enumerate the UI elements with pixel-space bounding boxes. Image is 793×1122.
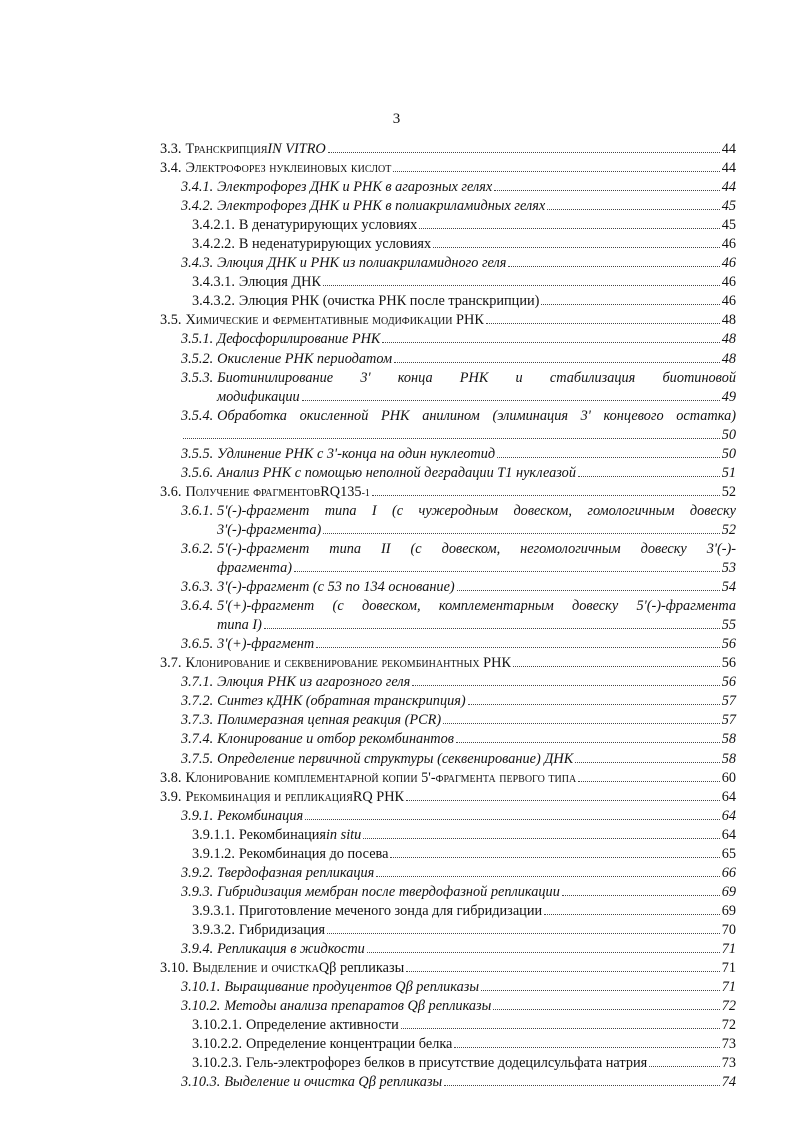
- toc-entry-title: Приготовление меченого зонда для гибридизации: [238, 902, 543, 919]
- toc-entry-title: Транскрипция: [185, 141, 268, 157]
- dot-leader: [294, 571, 720, 572]
- toc-entry-line: [181, 540, 736, 559]
- toc-entry[interactable]: [160, 483, 736, 502]
- toc-entry-page: 54: [721, 579, 736, 596]
- toc-entry[interactable]: [160, 292, 736, 311]
- dot-leader: [406, 971, 719, 972]
- toc-entry-page: 64: [721, 826, 736, 843]
- toc-entry-title: Клонирование комплементарной копии 5'-фрагмента первого типа: [185, 769, 577, 786]
- toc-entry-page: 50: [721, 426, 736, 443]
- toc-entry-number: 3.5.2.: [181, 350, 214, 367]
- toc-entry-page: 46: [721, 255, 736, 272]
- toc-entry-page: 55: [721, 617, 736, 634]
- toc-entry-title: 5'(+)-фрагмент (с довеском, комплементарным довеску 5'(-)-фрагмента: [217, 598, 736, 615]
- toc-entry-number: 3.4.3.: [181, 255, 214, 272]
- toc-entry[interactable]: [160, 140, 736, 159]
- toc-entry-page: 46: [721, 236, 736, 253]
- dot-leader: [183, 438, 720, 439]
- toc-entry-number: 3.9.3.: [181, 883, 214, 900]
- toc-entry-page: 56: [721, 636, 736, 653]
- toc-entry[interactable]: [160, 940, 736, 959]
- toc-entry[interactable]: [160, 1054, 736, 1073]
- toc-entry-title: Методы анализа препаратов Qβ репликазы: [224, 998, 492, 1015]
- toc-entry-number: 3.4.3.1.: [192, 274, 235, 291]
- toc-entry-page: 71: [721, 960, 736, 977]
- toc-entry[interactable]: [160, 273, 736, 292]
- toc-entry-title-subscript: -1: [361, 487, 370, 499]
- dot-leader: [513, 666, 720, 667]
- dot-leader: [305, 819, 720, 820]
- toc-entry-title: Определение активности: [246, 1017, 399, 1034]
- toc-entry-title: Гибридизация: [238, 921, 326, 938]
- toc-entry-title: Выращивание продуцентов Qβ репликазы: [224, 979, 480, 996]
- toc-entry-page: 50: [721, 445, 736, 462]
- toc-entry-title: Рекомбинация до посева: [238, 845, 389, 862]
- toc-entry[interactable]: [160, 997, 736, 1016]
- toc-entry-page: 69: [721, 883, 736, 900]
- toc-entry[interactable]: [160, 1016, 736, 1035]
- table-of-contents: [160, 140, 736, 1092]
- toc-entry-page: 48: [721, 331, 736, 348]
- dot-leader: [394, 362, 720, 363]
- toc-entry[interactable]: [160, 216, 736, 235]
- toc-entry-title-plain: RQ135: [320, 483, 362, 500]
- dot-leader: [327, 933, 720, 934]
- toc-entry-page: 72: [721, 1017, 736, 1034]
- toc-entry[interactable]: [160, 692, 736, 711]
- toc-entry-title: Дефосфорилирование РНК: [217, 331, 381, 348]
- toc-entry-number: 3.10.1.: [181, 979, 221, 996]
- toc-entry-page: 64: [721, 807, 736, 824]
- toc-entry-number: 3.9.2.: [181, 864, 214, 881]
- toc-entry[interactable]: [160, 635, 736, 654]
- toc-entry-title: Рекомбинация и репликация: [185, 788, 353, 805]
- toc-entry-title: Удлинение РНК с 3'-конца на один нуклеотид: [217, 445, 496, 462]
- toc-entry-page: 48: [721, 312, 736, 329]
- toc-entry-number: 3.9.1.: [181, 807, 214, 824]
- toc-entry-page: 70: [721, 921, 736, 938]
- dot-leader: [444, 1085, 719, 1086]
- toc-entry[interactable]: [160, 845, 736, 864]
- toc-entry-page: 58: [721, 731, 736, 748]
- toc-entry-title: Клонирование и отбор рекомбинантов: [217, 731, 454, 748]
- toc-entry-number: 3.6.2.: [181, 540, 214, 557]
- toc-entry-page: 44: [721, 141, 736, 157]
- dot-leader: [323, 285, 720, 286]
- toc-entry-number: 3.10.: [160, 960, 189, 977]
- toc-entry-title: Элюция ДНК: [238, 274, 322, 291]
- toc-entry-continuation: [181, 521, 736, 540]
- toc-entry-title: Полимеразная цепная реакция (PCR): [217, 712, 442, 729]
- toc-entry-title: Синтез кДНК (обратная транскрипция): [217, 693, 466, 710]
- toc-entry-title: Гель-электрофорез белков в присутствие додецилсульфата натрия: [246, 1055, 648, 1072]
- toc-entry-page: 56: [721, 674, 736, 691]
- toc-entry-page: 56: [721, 655, 736, 672]
- toc-entry-title: Определение концентрации белка: [246, 1036, 453, 1053]
- dot-leader: [541, 304, 719, 305]
- toc-entry-page: 65: [721, 845, 736, 862]
- toc-entry-page: 74: [721, 1074, 736, 1091]
- toc-entry-number: 3.6.3.: [181, 579, 214, 596]
- toc-entry[interactable]: [160, 959, 736, 978]
- toc-entry[interactable]: [160, 883, 736, 902]
- toc-entry-title: В денатурирующих условиях: [238, 217, 418, 234]
- toc-entry-title: Элюция РНК (очистка РНК после транскрипции): [238, 293, 540, 310]
- dot-leader: [649, 1066, 719, 1067]
- toc-entry-page: 53: [721, 560, 736, 577]
- toc-entry[interactable]: [160, 197, 736, 216]
- toc-entry-title: Выделение и очистка: [192, 960, 319, 977]
- toc-entry-continuation: [181, 559, 736, 578]
- toc-entry-number: 3.4.3.2.: [192, 293, 235, 310]
- toc-entry-number: 3.9.: [160, 788, 182, 805]
- toc-entry[interactable]: [160, 464, 736, 483]
- toc-entry-line: [181, 369, 736, 388]
- toc-entry-number: 3.9.4.: [181, 940, 214, 957]
- toc-entry-number: 3.6.1.: [181, 502, 214, 519]
- dot-leader: [302, 400, 720, 401]
- toc-entry-page: 49: [721, 388, 736, 405]
- toc-entry-title: Электрофорез нуклеиновых кислот: [185, 160, 392, 177]
- toc-entry-title: Химические и ферментативные модификации РНК: [185, 312, 484, 329]
- toc-entry-number: 3.10.3.: [181, 1074, 221, 1091]
- toc-entry-title: Рекомбинация: [238, 826, 326, 843]
- dot-leader: [328, 152, 720, 153]
- dot-leader: [382, 342, 719, 343]
- toc-entry-title: Анализ РНК с помощью неполной деградации Т1 нуклеазой: [217, 464, 576, 481]
- toc-entry-page: 45: [721, 217, 736, 234]
- toc-entry-number: 3.9.1.1.: [192, 826, 235, 843]
- dot-leader: [376, 876, 719, 877]
- toc-entry[interactable]: [160, 788, 736, 807]
- toc-entry[interactable]: [160, 235, 736, 254]
- toc-entry-number: 3.10.2.3.: [192, 1055, 243, 1072]
- toc-entry-number: 3.7.2.: [181, 693, 214, 710]
- toc-entry-number: 3.7.4.: [181, 731, 214, 748]
- toc-entry[interactable]: [160, 711, 736, 730]
- toc-entry-number: 3.9.3.2.: [192, 921, 235, 938]
- toc-entry-title: Обработка окисленной РНК анилином (элиминация 3' концевого остатка): [217, 407, 736, 424]
- toc-entry-page: 66: [721, 864, 736, 881]
- toc-entry-title: Элюция ДНК и РНК из полиакриламидного геля: [217, 255, 507, 272]
- toc-entry[interactable]: [160, 1073, 736, 1092]
- dot-leader: [393, 171, 719, 172]
- toc-entry[interactable]: [160, 578, 736, 597]
- toc-entry-number: 3.10.2.: [181, 998, 221, 1015]
- toc-entry-title-continued: фрагмента): [217, 560, 292, 577]
- toc-entry[interactable]: [160, 350, 736, 369]
- toc-entry[interactable]: [160, 864, 736, 883]
- toc-entry-number: 3.4.2.2.: [192, 236, 235, 253]
- toc-entry-page: 44: [721, 160, 736, 177]
- toc-entry-number: 3.9.3.1.: [192, 902, 235, 919]
- toc-entry-title: 5'(-)-фрагмент типа I (с чужеродным довеском, гомологичным довеску: [217, 502, 736, 519]
- dot-leader: [372, 495, 720, 496]
- toc-entry-page: 57: [721, 693, 736, 710]
- toc-entry-page: 58: [721, 750, 736, 767]
- toc-entry-title-plain: Qβ репликазы: [318, 960, 405, 977]
- toc-entry-number: 3.10.2.2.: [192, 1036, 243, 1053]
- toc-entry-number: 3.7.3.: [181, 712, 214, 729]
- toc-entry-number: 3.6.5.: [181, 636, 214, 653]
- dot-leader: [486, 323, 720, 324]
- toc-entry-number: 3.5.4.: [181, 407, 214, 424]
- dot-leader: [457, 590, 720, 591]
- toc-entry-title: Окисление РНК периодатом: [217, 350, 393, 367]
- toc-entry-page: 52: [721, 483, 736, 500]
- toc-entry-line: [181, 407, 736, 426]
- dot-leader: [544, 914, 720, 915]
- toc-entry-page: 73: [721, 1055, 736, 1072]
- toc-entry-continuation: [181, 616, 736, 635]
- toc-entry-number: 3.4.2.: [181, 198, 214, 215]
- dot-leader: [481, 990, 720, 991]
- dot-leader: [367, 952, 720, 953]
- dot-leader: [562, 895, 720, 896]
- toc-entry-number: 3.4.2.1.: [192, 217, 235, 234]
- dot-leader: [508, 266, 719, 267]
- dot-leader: [419, 228, 719, 229]
- toc-entry-number: 3.5.3.: [181, 369, 214, 386]
- toc-entry-page: 71: [721, 979, 736, 996]
- toc-entry-number: 3.4.: [160, 160, 182, 177]
- toc-entry-title: Твердофазная репликация: [217, 864, 375, 881]
- toc-entry-page: 46: [721, 274, 736, 291]
- toc-entry[interactable]: [160, 445, 736, 464]
- toc-entry-page: 72: [721, 998, 736, 1015]
- toc-entry[interactable]: [160, 673, 736, 692]
- toc-entry-number: 3.7.: [160, 655, 182, 672]
- toc-entry[interactable]: [160, 807, 736, 826]
- toc-entry-number: 3.9.1.2.: [192, 845, 235, 862]
- toc-entry-number: 3.5.5.: [181, 445, 214, 462]
- toc-entry-number: 3.5.1.: [181, 331, 214, 348]
- dot-leader: [390, 857, 719, 858]
- toc-entry[interactable]: [160, 654, 736, 673]
- dot-leader: [456, 742, 720, 743]
- toc-entry[interactable]: [160, 407, 736, 445]
- toc-entry-page: 60: [721, 769, 736, 786]
- dot-leader: [497, 457, 720, 458]
- toc-entry-title: Гибридизация мембран после твердофазной репликации: [217, 883, 560, 900]
- toc-entry-page: 64: [721, 788, 736, 805]
- toc-entry[interactable]: [160, 178, 736, 197]
- toc-entry[interactable]: [160, 978, 736, 997]
- dot-leader: [433, 247, 720, 248]
- toc-entry-title: Рекомбинация: [217, 807, 304, 824]
- toc-entry-title-continued: типа I): [217, 617, 262, 634]
- toc-entry[interactable]: [160, 502, 736, 540]
- toc-entry-title: Электрофорез ДНК и РНК в полиакриламидных гелях: [217, 198, 546, 215]
- toc-entry-number: 3.5.6.: [181, 464, 214, 481]
- toc-entry-page: 71: [721, 940, 736, 957]
- dot-leader: [454, 1047, 719, 1048]
- dot-leader: [578, 781, 720, 782]
- toc-entry-page: 48: [721, 350, 736, 367]
- toc-entry-title: 3'(+)-фрагмент: [217, 636, 315, 653]
- toc-entry-title: В неденатурирующих условиях: [238, 236, 432, 253]
- toc-entry-continuation: [181, 388, 736, 407]
- toc-entry-title: Элюция РНК из агарозного геля: [217, 674, 411, 691]
- toc-entry-number: 3.8.: [160, 769, 182, 786]
- dot-leader: [547, 209, 720, 210]
- toc-entry-page: 69: [721, 902, 736, 919]
- toc-entry-title: Клонирование и секвенирование рекомбинантных РНК: [185, 655, 511, 672]
- toc-entry-number: 3.10.2.1.: [192, 1017, 243, 1034]
- toc-entry-title: Электрофорез ДНК и РНК в агарозных гелях: [217, 179, 493, 196]
- toc-entry[interactable]: [160, 597, 736, 635]
- toc-entry-title-continued: модификации: [217, 388, 300, 405]
- dot-leader: [575, 762, 720, 763]
- toc-entry-number: 3.7.5.: [181, 750, 214, 767]
- toc-entry[interactable]: [160, 921, 736, 940]
- toc-entry[interactable]: [160, 1035, 736, 1054]
- toc-entry-continuation: [181, 426, 736, 445]
- toc-entry-title-continued: 3'(-)-фрагмента): [217, 521, 322, 538]
- dot-leader: [493, 1009, 719, 1010]
- toc-entry-line: [181, 597, 736, 616]
- dot-leader: [264, 628, 720, 629]
- dot-leader: [363, 838, 719, 839]
- toc-entry-title: Биотинилирование 3' конца РНК и стабилизация биотиновой: [217, 369, 736, 386]
- dot-leader: [468, 704, 720, 705]
- dot-leader: [406, 800, 720, 801]
- toc-entry[interactable]: [160, 330, 736, 349]
- dot-leader: [412, 685, 719, 686]
- dot-leader: [443, 723, 720, 724]
- toc-entry-title-plain: RQ РНК: [352, 788, 405, 805]
- toc-entry[interactable]: [160, 750, 736, 769]
- dot-leader: [578, 476, 720, 477]
- toc-entry[interactable]: [160, 254, 736, 273]
- dot-leader: [494, 190, 719, 191]
- toc-entry[interactable]: [160, 902, 736, 921]
- dot-leader: [323, 533, 719, 534]
- toc-entry-title: Репликация в жидкости: [217, 940, 365, 957]
- toc-entry-number: 3.4.1.: [181, 179, 214, 196]
- toc-entry-page: 44: [721, 179, 736, 196]
- toc-entry-title-italic: IN VITRO: [267, 141, 326, 157]
- dot-leader: [316, 647, 719, 648]
- toc-entry-page: 52: [721, 521, 736, 538]
- toc-entry-page: 57: [721, 712, 736, 729]
- toc-entry-page: 46: [721, 293, 736, 310]
- toc-entry-title: 3'(-)-фрагмент (с 53 по 134 основание): [217, 579, 455, 596]
- toc-entry-page: 51: [721, 464, 736, 481]
- toc-entry[interactable]: [160, 730, 736, 749]
- toc-entry[interactable]: [160, 369, 736, 407]
- toc-entry[interactable]: [160, 540, 736, 578]
- toc-entry-number: 3.5.: [160, 312, 182, 329]
- toc-entry[interactable]: [160, 769, 736, 788]
- toc-entry-page: 45: [721, 198, 736, 215]
- toc-entry-number: 3.7.1.: [181, 674, 214, 691]
- toc-entry[interactable]: [160, 826, 736, 845]
- toc-entry-number: 3.3.: [160, 141, 182, 157]
- toc-entry-number: 3.6.: [160, 483, 182, 500]
- dot-leader: [401, 1028, 720, 1029]
- toc-entry-page: 73: [721, 1036, 736, 1053]
- toc-entry[interactable]: [160, 159, 736, 178]
- toc-entry-number: 3.6.4.: [181, 598, 214, 615]
- toc-entry-title: 5'(-)-фрагмент типа II (с довеском, негомологичным довеску 3'(-)-: [217, 540, 736, 557]
- page-number: 3: [392, 111, 401, 127]
- toc-entry[interactable]: [160, 311, 736, 330]
- toc-entry-line: [181, 502, 736, 521]
- toc-entry-title: Выделение и очистка Qβ репликазы: [224, 1074, 443, 1091]
- toc-entry-title: Получение фрагментов: [185, 483, 321, 500]
- toc-entry-title: Определение первичной структуры (секвенирование) ДНК: [217, 750, 574, 767]
- toc-entry-title-italic: in situ: [325, 826, 362, 843]
